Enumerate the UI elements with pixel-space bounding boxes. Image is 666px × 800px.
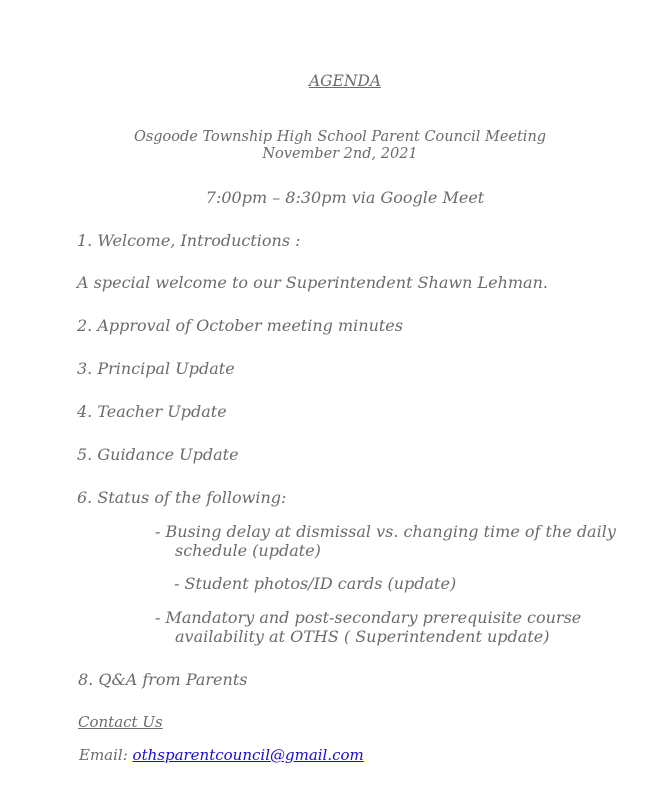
agenda-title: AGENDA <box>308 72 382 90</box>
agenda-item-approval: 2. Approval of October meeting minutes <box>77 316 403 335</box>
status-subitem-courses-line1: - Mandatory and post-secondary prerequisite course <box>155 608 582 627</box>
meeting-name: Osgoode Township High School Parent Council Meeting <box>133 129 547 145</box>
email-label: Email: <box>79 746 128 764</box>
status-subitem-courses-line2: availability at OTHS ( Superintendent update) <box>175 627 550 646</box>
agenda-item-welcome: 1. Welcome, Introductions : <box>77 231 301 250</box>
meeting-date: November 2nd, 2021 <box>262 146 418 162</box>
agenda-item-qa: 8. Q&A from Parents <box>78 670 248 689</box>
agenda-item-teacher: 4. Teacher Update <box>77 402 227 421</box>
agenda-item-guidance: 5. Guidance Update <box>77 445 239 464</box>
status-subitem-photos: - Student photos/ID cards (update) <box>174 574 457 593</box>
agenda-item-status: 6. Status of the following: <box>77 488 287 507</box>
meeting-time: 7:00pm – 8:30pm via Google Meet <box>205 188 485 207</box>
email-link[interactable]: othsparentcouncil@gmail.com <box>132 746 364 764</box>
welcome-note: A special welcome to our Superintendent Shawn Lehman. <box>77 273 548 292</box>
status-subitem-busing-line2: schedule (update) <box>175 541 321 560</box>
email-row <box>79 746 364 764</box>
status-subitem-busing-line1: - Busing delay at dismissal vs. changing time of the daily <box>155 522 616 541</box>
contact-heading: Contact Us <box>78 713 163 731</box>
agenda-item-principal: 3. Principal Update <box>77 359 235 378</box>
